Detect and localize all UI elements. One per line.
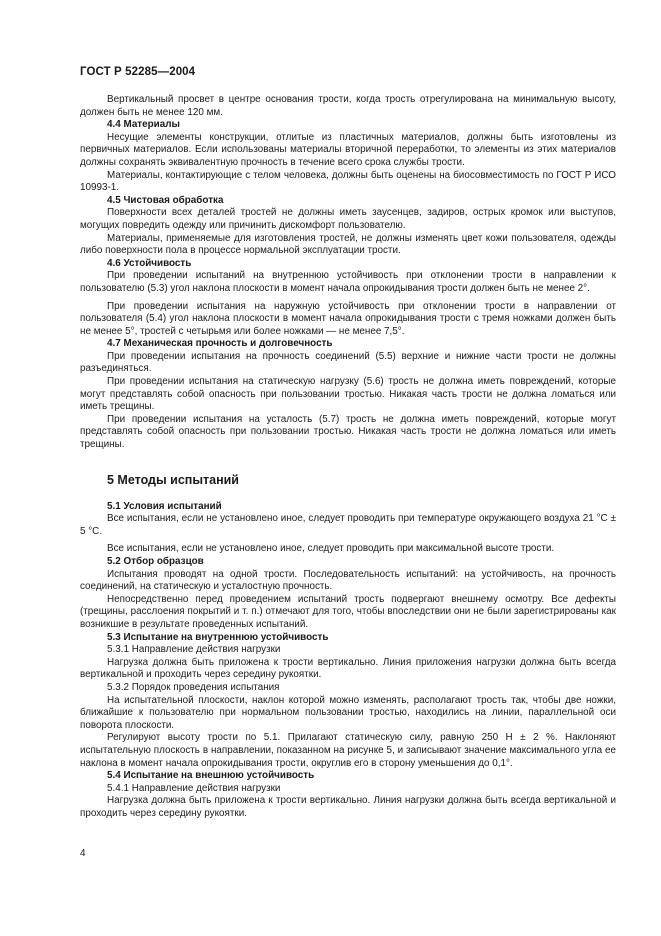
section-heading-5-2: 5.2 Отбор образцов [107,556,204,567]
section-heading-4-7: 4.7 Механическая прочность и долговечность [107,338,333,350]
section-heading-4-4: 4.4 Материалы [107,119,180,131]
chapter-heading-5: 5 Методы испытаний [107,472,239,487]
paragraph: Материалы, применяемые для изготовления тростей, не должны изменять цвет кожи пользователя, одежды либо поверхности пола в процессе нормальной эксплуатации трости. [80,232,616,257]
paragraph: При проведении испытаний на внутреннюю устойчивость при отклонении трости в направлении к пользователю (5.3) угол наклона плоскости в момент начала опрокидывания трости должен быть не менее 2°. [80,270,616,294]
section-heading-5-4: 5.4 Испытание на внешнюю устойчивость [107,770,315,782]
paragraph: Регулируют высоту трости по 5.1. Прилагают статическую силу, равную 250 Н ± 2 %. Наклоняют испытательную плоскость в направлении, показанном на рисунке 5, и записывают значение максимального угла ее наклона в момент начала опрокидывания трости, округлив его в сторону уменьшения до 0,1°. [80,732,616,769]
paragraph: Материалы, контактирующие с телом человека, должны быть оценены на биосовместимость по ГОСТ Р ИСО 10993-1. [80,169,616,194]
paragraph: При проведении испытания на статическую нагрузку (5.6) трость не должна иметь повреждений, которые могут представлять собой опасность при пользовании тростью. Никакая часть трости не должна ломаться или иметь трещины. [80,376,616,413]
paragraph: Все испытания, если не установлено иное, следует проводить при температуре окружающего воздуха 21 °С ± 5 °С. [80,513,616,537]
page-number: 4 [80,848,86,859]
paragraph: Все испытания, если не установлено иное, следует проводить при максимальной высоте трости. [107,543,555,555]
paragraph: Нагрузка должна быть приложена к трости вертикально. Линия нагрузки должна быть всегда вертикальной и проходить через середину рукоятки. [80,795,616,819]
section-heading-4-5: 4.5 Чистовая обработка [107,194,224,206]
paragraph: Непосредственно перед проведением испытаний трость подвергают внешнему осмотру. Все дефекты (трещины, расслоения покрытий и т. п.) отмечают для того, чтобы впоследствии они не были зарегистрированы как возникшие в результате проведенных испытаний. [80,593,616,630]
paragraph: Нагрузка должна быть приложена к трости вертикально. Линия приложения нагрузки должна быть всегда вертикальной и проходить через середину рукоятки. [80,656,616,681]
paragraph: Вертикальный просвет в центре основания трости, когда трость отрегулирована на минимальную высоту, должен быть не менее 120 мм. [80,94,616,118]
paragraph: Несущие элементы конструкции, отлитые из пластичных материалов, должны быть изготовлены из первичных материалов. Если использованы материалы вторичной переработки, то элементы из этих материалов должны сохранять эквивалентную прочность в течение всего срока службы трости. [80,131,616,168]
section-heading-4-6: 4.6 Устойчивость [107,257,192,269]
document-body [80,94,616,820]
section-heading-5-1: 5.1 Условия испытаний [107,500,222,512]
subsection-heading-5-3-2: 5.3.2 Порядок проведения испытания [107,681,280,693]
paragraph: Испытания проводят на одной трости. Последовательность испытаний: на устойчивость, на прочность соединений, на статическую и усталостную прочность. [80,568,616,593]
subsection-heading-5-4-1: 5.4.1 Направление действия нагрузки [107,782,281,794]
paragraph: На испытательной плоскости, наклон которой можно изменять, располагают трость так, чтобы две ножки, ближайшие к пользователю при нормальном пользовании тростью, находились на линии, параллельной оси поворота плоскости. [80,694,616,731]
paragraph: Поверхности всех деталей тростей не должны иметь заусенцев, задиров, острых кромок или выступов, могущих повредить одежду или причинить дискомфорт пользователю. [80,207,616,231]
document-header: ГОСТ Р 52285—2004 [80,66,196,78]
section-heading-5-3: 5.3 Испытание на внутреннюю устойчивость [107,631,329,643]
paragraph: При проведении испытания на наружную устойчивость при отклонении трости в направлении от пользователя (5.4) угол наклона плоскости в момент начала опрокидывания трости с тремя ножками должен быть не менее 5°, тростей с четырьмя или более ножками — не менее 7,5°. [80,300,616,337]
subsection-heading-5-3-1: 5.3.1 Направление действия нагрузки [107,644,281,656]
paragraph: При проведении испытания на прочность соединений (5.5) верхние и нижние части трости не должны разъединяться. [80,350,616,375]
paragraph: При проведении испытания на усталость (5.7) трость не должна иметь повреждений, которые могут представлять собой опасность при пользовании тростью. Никакая часть трости не должна ломаться или иметь трещины. [80,413,616,451]
